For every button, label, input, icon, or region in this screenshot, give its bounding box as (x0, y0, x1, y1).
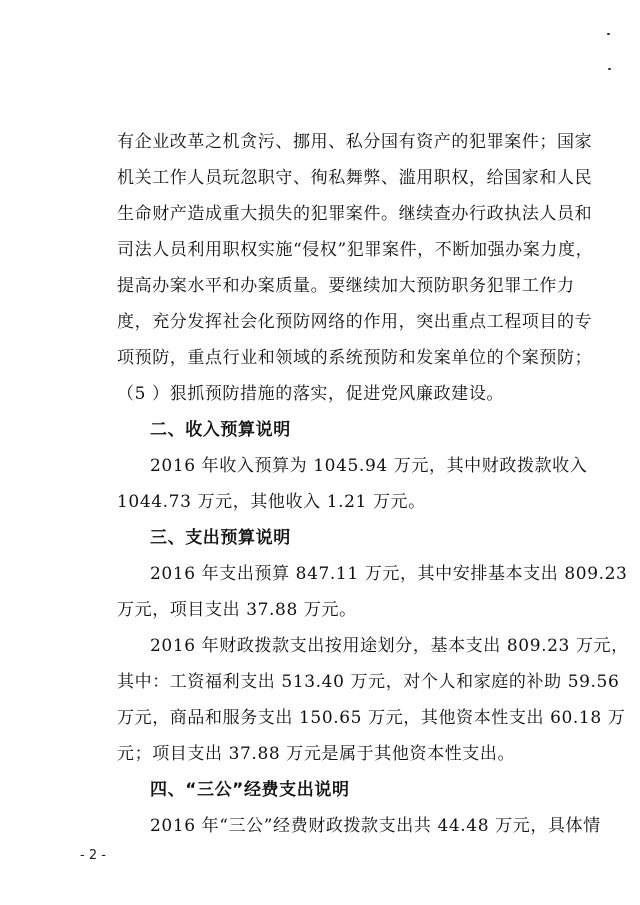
scan-mark-middle (608, 68, 611, 70)
expenditure-detail-line: 元；项目支出 37.88 万元是属于其他资本性支出。 (117, 744, 516, 764)
page-number: - 2 - (80, 848, 106, 863)
expenditure-detail-line: 其中：工资福利支出 513.40 万元，对个人和家庭的补助 59.56 (117, 672, 620, 692)
section-heading-expenditure: 三、支出预算说明 (150, 528, 291, 548)
body-line: 度，充分发挥社会化预防网络的作用，突出重点工程项目的专 (117, 312, 593, 332)
scan-mark-top (607, 33, 610, 35)
body-line: 机关工作人员玩忽职守、徇私舞弊、滥用职权，给国家和人民 (117, 168, 593, 188)
body-line: 提高办案水平和办案质量。要继续加大预防职务犯罪工作力 (117, 276, 575, 296)
body-line: （5 ）狠抓预防措施的落实，促进党风廉政建设。 (117, 384, 505, 404)
body-line: 司法人员利用职权实施“侵权”犯罪案件，不断加强办案力度， (117, 240, 594, 260)
expenditure-line: 万元，项目支出 37.88 万元。 (117, 600, 357, 620)
expenditure-line: 2016 年支出预算 847.11 万元，其中安排基本支出 809.23 (150, 564, 628, 584)
expenditure-detail-line: 2016 年财政拨款支出按用途划分，基本支出 809.23 万元， (150, 636, 629, 656)
income-line: 1044.73 万元，其他收入 1.21 万元。 (117, 492, 426, 512)
section-heading-income: 二、收入预算说明 (150, 420, 291, 440)
body-line: 项预防，重点行业和领域的系统预防和发案单位的个案预防； (117, 348, 593, 368)
section-heading-three-public: 四、“三公”经费支出说明 (150, 780, 350, 800)
income-line: 2016 年收入预算为 1045.94 万元，其中财政拨款收入 (150, 456, 588, 476)
body-line: 有企业改革之机贪污、挪用、私分国有资产的犯罪案件；国家 (117, 132, 593, 152)
expenditure-detail-line: 万元，商品和服务支出 150.65 万元，其他资本性支出 60.18 万 (117, 708, 626, 728)
body-line: 生命财产造成重大损失的犯罪案件。继续查办行政执法人员和 (117, 204, 593, 224)
three-public-line: 2016 年“三公”经费财政拨款支出共 44.48 万元，具体情 (150, 816, 601, 836)
